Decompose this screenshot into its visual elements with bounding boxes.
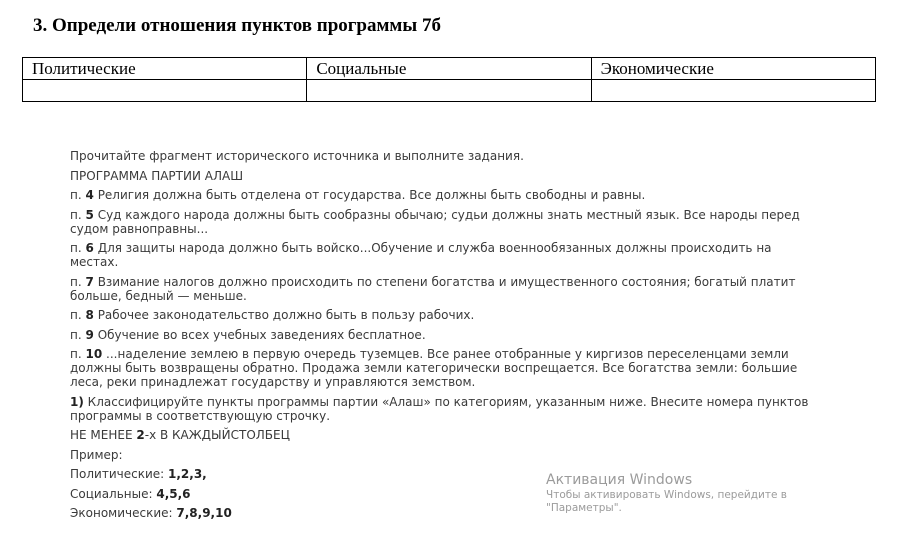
- point-text: Взимание налогов должно происходить по степени богатства и имущественного состояния; богатый платит больше, бедный — меньше.: [70, 274, 796, 303]
- example-label: Пример:: [70, 447, 123, 462]
- point-prefix: п.: [70, 347, 82, 361]
- point-number: 8: [85, 308, 94, 322]
- task-title: 3. Определи отношения пунктов программы 7б: [33, 15, 441, 36]
- point-number: 9: [85, 327, 94, 342]
- point-number: 6: [85, 241, 94, 255]
- watermark-line-1: Чтобы активировать Windows, перейдите в: [546, 489, 787, 501]
- requirement-suffix: -х В КАЖДЫЙСТОЛБЕЦ: [144, 428, 290, 442]
- example-value-social: 4,5,6: [156, 486, 191, 501]
- source-heading: ПРОГРАММА ПАРТИИ АЛАШ: [70, 168, 244, 183]
- answer-table-empty-row: [23, 80, 876, 102]
- watermark-line-2: "Параметры".: [546, 502, 622, 514]
- point-number: 5: [85, 207, 94, 222]
- example-label-political: Политические:: [70, 467, 165, 481]
- point-text: Религия должна быть отделена от государства. Все должны быть свободны и равны.: [97, 188, 646, 202]
- requirement: [70, 428, 810, 442]
- point-text: Для защиты народа должно быть войско...Обучение и служба военнообязанных должны происходить на местах.: [70, 241, 772, 269]
- example-label-economic: Экономические:: [70, 506, 173, 520]
- point-prefix: п.: [70, 207, 82, 222]
- program-point: [70, 275, 810, 303]
- windows-activation-watermark: [546, 472, 787, 515]
- requirement-prefix: НЕ МЕНЕЕ: [70, 428, 133, 442]
- program-point: [70, 347, 810, 389]
- point-text: ...наделение землею в первую очередь туземцев. Все ранее отобранные у киргизов переселенцами земли должны быть возвращены обратно. Продажа земли категорически воспрещается. Все богатства земли: большие леса, реки принадлежат государству и управляются земством.: [70, 347, 798, 389]
- source-fragment: [70, 149, 810, 526]
- header-social: Социальные: [307, 58, 591, 80]
- point-prefix: п.: [70, 274, 82, 289]
- program-point: [70, 328, 810, 342]
- answer-table: [22, 57, 876, 102]
- point-prefix: п.: [70, 308, 82, 322]
- header-economic: Экономические: [591, 58, 875, 80]
- header-political: Политические: [23, 58, 307, 80]
- answer-cell-political[interactable]: [23, 80, 307, 102]
- point-text: Обучение во всех учебных заведениях бесплатное.: [97, 327, 426, 342]
- point-prefix: п.: [70, 327, 82, 342]
- program-point: [70, 188, 810, 202]
- point-number: 4: [85, 188, 94, 202]
- point-number: 7: [85, 274, 94, 289]
- answer-table-header-row: [23, 58, 876, 80]
- example-value-economic: 7,8,9,10: [176, 506, 232, 520]
- point-prefix: п.: [70, 188, 82, 202]
- point-number: 10: [85, 347, 103, 361]
- point-text: Рабочее законодательство должно быть в пользу рабочих.: [97, 308, 475, 322]
- program-point: [70, 241, 810, 269]
- question: [70, 395, 810, 423]
- program-point: [70, 308, 810, 322]
- source-intro: Прочитайте фрагмент исторического источника и выполните задания.: [70, 149, 524, 163]
- answer-cell-economic[interactable]: [591, 80, 875, 102]
- program-point: [70, 208, 810, 236]
- watermark-title: Активация Windows: [546, 472, 693, 488]
- point-text: Суд каждого народа должны быть сообразны обычаю; судьи должны знать местный язык. Все народы перед судом равноправны...: [70, 207, 800, 236]
- question-text: Классифицируйте пункты программы партии «Алаш» по категориям, указанным ниже. Внесите номера пунктов программы в соответствующую строчку.: [70, 394, 809, 423]
- point-prefix: п.: [70, 241, 82, 255]
- question-number: 1): [70, 394, 84, 409]
- answer-cell-social[interactable]: [307, 80, 591, 102]
- requirement-number: 2: [136, 428, 145, 442]
- example-label-social: Социальные:: [70, 486, 153, 501]
- example-value-political: 1,2,3,: [168, 467, 207, 481]
